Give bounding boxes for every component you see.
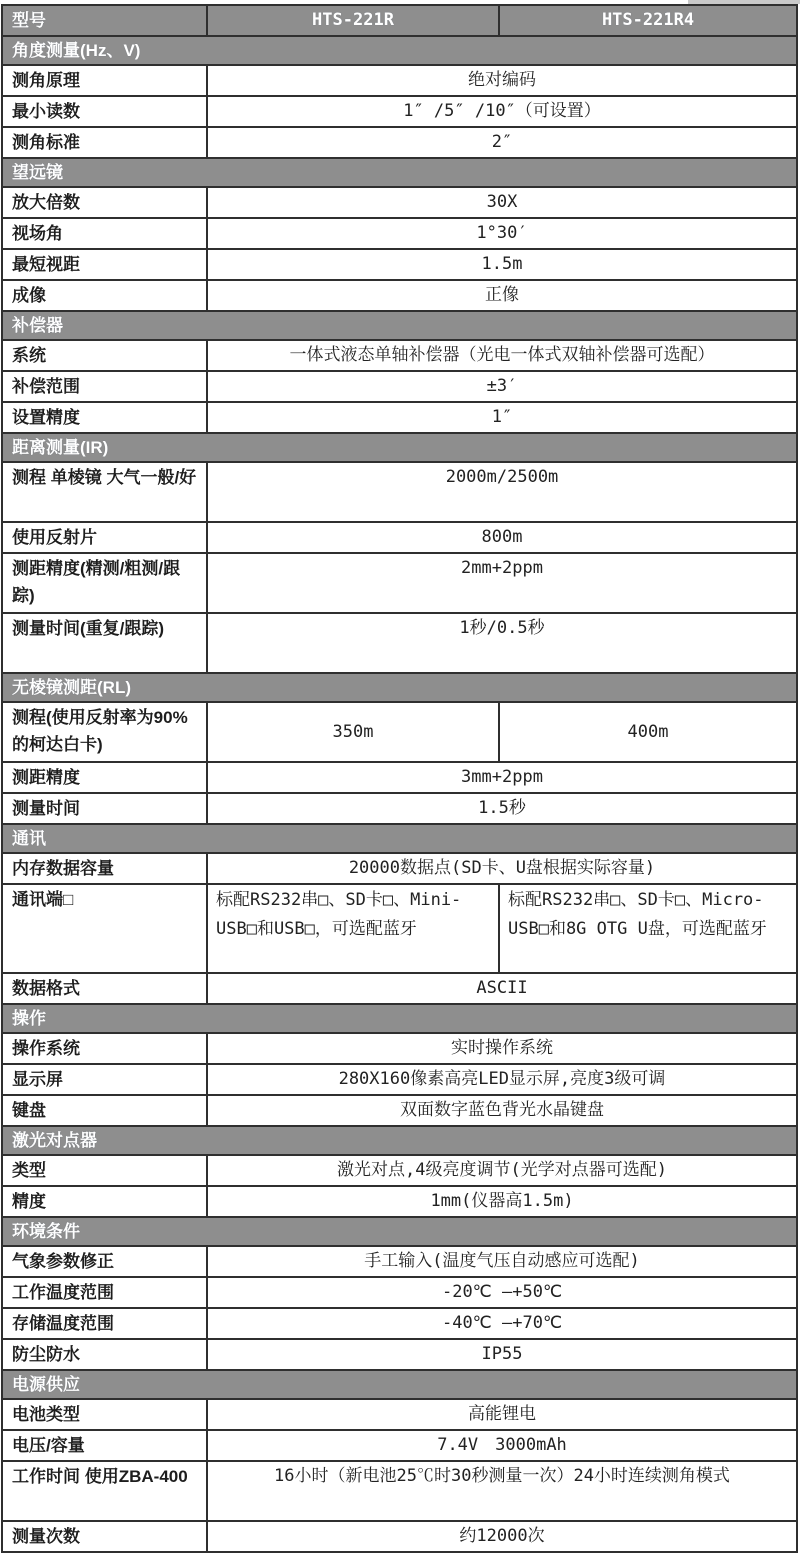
model-name-cell: HTS-221R — [206, 6, 498, 35]
spec-value-cell: 16小时（新电池25℃时30秒测量一次）24小时连续测角模式 — [206, 1462, 796, 1520]
spec-label-cell: 放大倍数 — [12, 193, 80, 212]
spec-row — [3, 701, 796, 761]
section-header-row — [3, 1125, 796, 1154]
spec-value-cell: 2mm+2ppm — [206, 554, 796, 612]
spec-row — [3, 1460, 796, 1520]
spec-row — [3, 792, 796, 823]
spec-label-cell: 最短视距 — [12, 255, 80, 274]
spec-label-cell: 使用反射片 — [12, 528, 97, 547]
spec-row — [3, 461, 796, 521]
spec-value-cell: 7.4V 3000mAh — [206, 1431, 796, 1460]
section-title: 补偿器 — [3, 312, 796, 339]
spec-value-cell: 1″ — [206, 403, 796, 432]
spec-row — [3, 339, 796, 370]
spec-row — [3, 612, 796, 672]
spec-value-cell: 1°30′ — [206, 219, 796, 248]
spec-label-cell: 测距精度(精测/粗测/跟踪) — [12, 559, 181, 605]
spec-row — [3, 401, 796, 432]
spec-row — [3, 1429, 796, 1460]
spec-value-cell: 绝对编码 — [206, 66, 796, 95]
spec-label-cell: 内存数据容量 — [12, 859, 114, 878]
spec-row — [3, 6, 796, 35]
spec-label-cell: 补偿范围 — [12, 377, 80, 396]
spec-label-cell: 精度 — [12, 1192, 46, 1211]
spec-label-cell: 测量时间 — [12, 799, 80, 818]
spec-value-cell: 双面数字蓝色背光水晶键盘 — [206, 1096, 796, 1125]
section-header-row — [3, 432, 796, 461]
spec-value-cell: 一体式液态单轴补偿器（光电一体式双轴补偿器可选配） — [206, 341, 796, 370]
spec-label-cell: 最小读数 — [12, 102, 80, 121]
spec-label-cell: 通讯端□ — [12, 890, 74, 909]
spec-value-cell: ASCII — [206, 974, 796, 1003]
spec-value-cell: 2000m/2500m — [206, 463, 796, 521]
section-title: 距离测量(IR) — [3, 434, 796, 461]
spec-row — [3, 64, 796, 95]
spec-value-cell: 1.5m — [206, 250, 796, 279]
spec-row — [3, 1245, 796, 1276]
spec-label-cell: 显示屏 — [12, 1070, 63, 1089]
spec-row — [3, 248, 796, 279]
spec-value-cell: 20000数据点(SD卡、U盘根据实际容量) — [206, 854, 796, 883]
section-title: 环境条件 — [3, 1218, 796, 1245]
spec-value-cell: 1.5秒 — [206, 794, 796, 823]
section-title: 操作 — [3, 1005, 796, 1032]
model-name-cell: HTS-221R4 — [498, 6, 796, 35]
spec-row — [3, 1307, 796, 1338]
spec-label-cell: 测程(使用反射率为90%的柯达白卡) — [12, 708, 188, 754]
page-top-margin — [0, 0, 800, 4]
spec-label-cell: 测距精度 — [12, 768, 80, 787]
spec-value-cell: 激光对点,4级亮度调节(光学对点器可选配) — [206, 1156, 796, 1185]
spec-row — [3, 521, 796, 552]
spec-value-cell: IP55 — [206, 1340, 796, 1369]
spec-value-cell: 30X — [206, 188, 796, 217]
section-title: 激光对点器 — [3, 1127, 796, 1154]
spec-label-cell: 视场角 — [12, 224, 63, 243]
spec-label-cell: 工作温度范围 — [12, 1283, 114, 1302]
spec-label-cell: 键盘 — [12, 1101, 46, 1120]
spec-label-cell: 电池类型 — [12, 1405, 80, 1424]
spec-value-cell: 高能锂电 — [206, 1400, 796, 1429]
spec-label-cell: 成像 — [12, 286, 46, 305]
spec-value-cell: 800m — [206, 523, 796, 552]
spec-label-cell: 气象参数修正 — [12, 1252, 114, 1271]
spec-label-cell: 测角原理 — [12, 71, 80, 90]
section-title: 望远镜 — [3, 159, 796, 186]
spec-row — [3, 1338, 796, 1369]
spec-label-cell: 设置精度 — [12, 408, 80, 427]
spec-label-cell: 防尘防水 — [12, 1345, 80, 1364]
section-header-row — [3, 157, 796, 186]
spec-row — [3, 883, 796, 972]
spec-row — [3, 1094, 796, 1125]
spec-label-cell: 数据格式 — [12, 979, 80, 998]
section-header-row — [3, 1003, 796, 1032]
spec-row — [3, 1063, 796, 1094]
top-right-strip — [688, 0, 800, 4]
spec-label-cell: 操作系统 — [12, 1039, 80, 1058]
spec-row — [3, 1032, 796, 1063]
spec-value-cell: 3mm+2ppm — [206, 763, 796, 792]
spec-value-cell: 2″ — [206, 128, 796, 157]
spec-value-cell: 1mm(仪器高1.5m) — [206, 1187, 796, 1216]
spec-value-cell: 1秒/0.5秒 — [206, 614, 796, 672]
section-title: 角度测量(Hz、V) — [3, 37, 796, 64]
spec-row — [3, 217, 796, 248]
spec-value-cell: 350m — [206, 703, 498, 761]
section-header-row — [3, 1369, 796, 1398]
section-header-row — [3, 35, 796, 64]
spec-row — [3, 1185, 796, 1216]
section-header-row — [3, 823, 796, 852]
spec-row — [3, 1154, 796, 1185]
spec-label-cell: 存储温度范围 — [12, 1314, 114, 1333]
spec-value-cell: 280X160像素高亮LED显示屏,亮度3级可调 — [206, 1065, 796, 1094]
section-header-row — [3, 310, 796, 339]
section-title: 通讯 — [3, 825, 796, 852]
spec-row — [3, 852, 796, 883]
spec-value-cell: 1″ /5″ /10″（可设置） — [206, 97, 796, 126]
spec-row — [3, 1520, 796, 1551]
specification-table — [1, 4, 798, 1553]
spec-row — [3, 126, 796, 157]
spec-value-cell: 400m — [498, 703, 796, 761]
spec-value-cell: 标配RS232串□、SD卡□、Mini-USB□和USB□，可选配蓝牙 — [206, 885, 498, 972]
spec-row — [3, 1398, 796, 1429]
section-title: 电源供应 — [3, 1371, 796, 1398]
spec-row — [3, 95, 796, 126]
spec-label-cell: 工作时间 使用ZBA-400 — [12, 1467, 188, 1486]
section-title: 无棱镜测距(RL) — [3, 674, 796, 701]
spec-value-cell: 手工输入(温度气压自动感应可选配) — [206, 1247, 796, 1276]
spec-label-cell: 测角标准 — [12, 133, 80, 152]
spec-value-cell: ±3′ — [206, 372, 796, 401]
spec-label-cell: 类型 — [12, 1161, 46, 1180]
spec-row — [3, 552, 796, 612]
spec-value-cell: -40℃ —+70℃ — [206, 1309, 796, 1338]
spec-label-cell: 测量时间(重复/跟踪) — [12, 619, 165, 638]
spec-value-cell: -20℃ —+50℃ — [206, 1278, 796, 1307]
spec-row — [3, 761, 796, 792]
spec-value-cell: 正像 — [206, 281, 796, 310]
section-header-row — [3, 672, 796, 701]
spec-label-cell: 电压/容量 — [12, 1436, 85, 1455]
spec-label-cell: 测量次数 — [12, 1527, 80, 1546]
section-header-row — [3, 1216, 796, 1245]
spec-value-cell: 实时操作系统 — [206, 1034, 796, 1063]
spec-row — [3, 1276, 796, 1307]
spec-value-cell: 标配RS232串□、SD卡□、Micro-USB□和8G OTG U盘，可选配蓝牙 — [498, 885, 796, 972]
model-row-label: 型号 — [3, 6, 206, 35]
spec-row — [3, 186, 796, 217]
spec-value-cell: 约12000次 — [206, 1522, 796, 1551]
spec-row — [3, 972, 796, 1003]
spec-label-cell: 系统 — [12, 346, 46, 365]
spec-row — [3, 279, 796, 310]
spec-label-cell: 测程 单棱镜 大气一般/好 — [12, 468, 197, 487]
spec-row — [3, 370, 796, 401]
